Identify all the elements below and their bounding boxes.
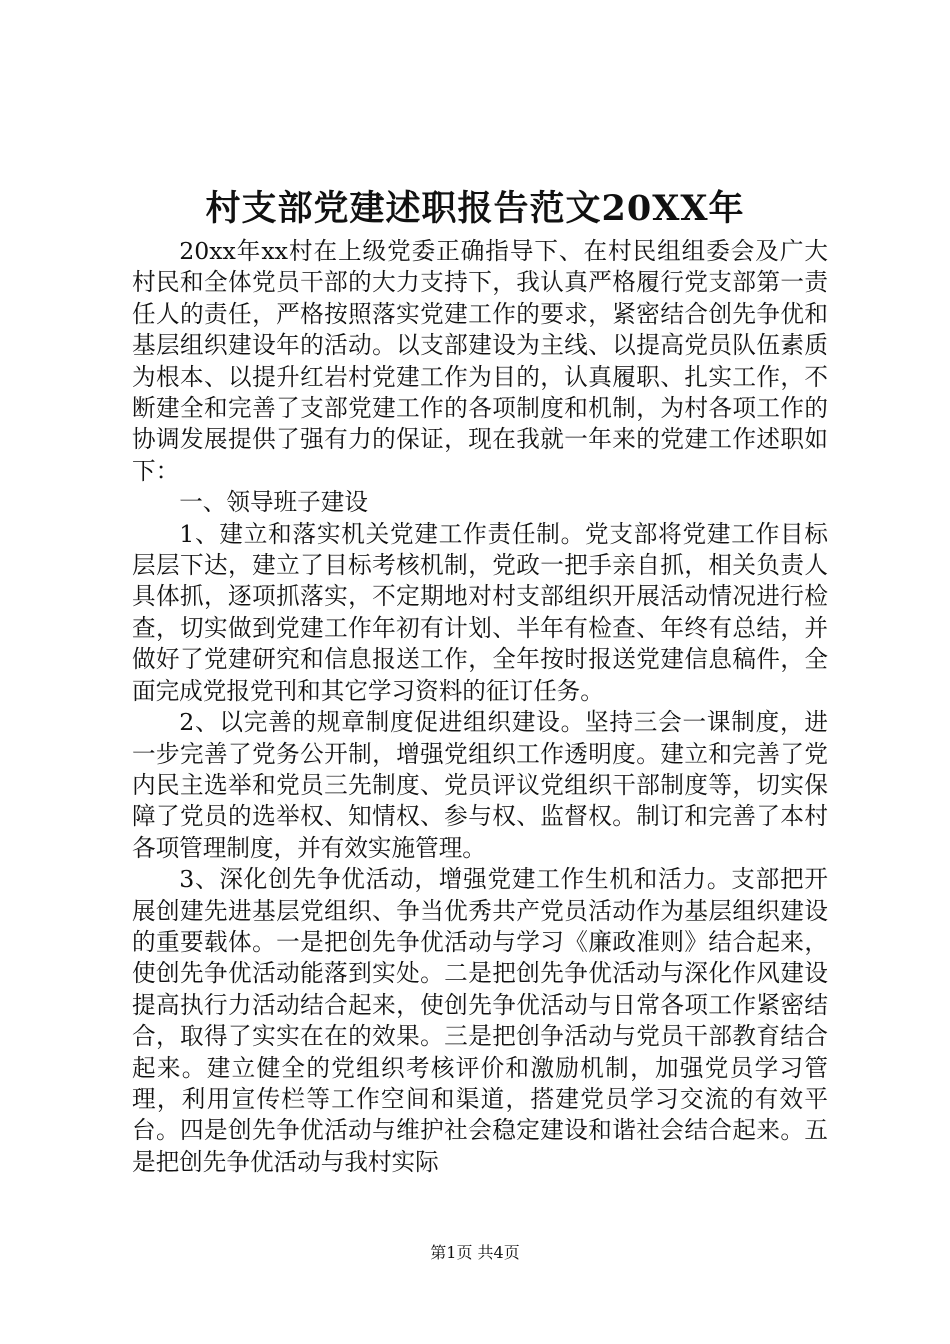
paragraph-item-2: 2、以完善的规章制度促进组织建设。坚持三会一课制度，进一步完善了党务公开制，增强党组织工作透明度。建立和完善了党内民主选举和党员三先制度、党员评议党组织干部制度等，切实保障了党员的选举权、知情权、参与权、监督权。制订和完善了本村各项管理制度，并有效实施管理。 xyxy=(132,708,828,862)
paragraph-item-3: 3、深化创先争优活动，增强党建工作生机和活力。支部把开展创建先进基层党组织、争当优秀共产党员活动作为基层组织建设的重要载体。一是把创先争优活动与学习《廉政准则》结合起来，使创先争优活动能落到实处。二是把创先争优活动与深化作风建设提高执行力活动结合起来，使创先争优活动与日常各项工作紧密结合，取得了实实在在的效果。三是把创争活动与党员干部教育结合起来。建立健全的党组织考核评价和激励机制，加强党员学习管理，利用宣传栏等工作空间和渠道，搭建党员学习交流的有效平台。四是创先争优活动与维护社会稳定建设和谐社会结合起来。五是把创先争优活动与我村实际 xyxy=(132,865,828,1176)
document-title: 村支部党建述职报告范文20XX年 xyxy=(205,188,745,229)
document-body xyxy=(132,236,828,1178)
page-footer: 第1页 共4页 xyxy=(430,1243,520,1262)
paragraph-item-1: 1、建立和落实机关党建工作责任制。党支部将党建工作目标层层下达，建立了目标考核机制，党政一把手亲自抓，相关负责人具体抓，逐项抓落实，不定期地对村支部组织开展活动情况进行检查，切实做到党建工作年初有计划、半年有检查、年终有总结，并做好了党建研究和信息报送工作，全年按时报送党建信息稿件，全面完成党报党刊和其它学习资料的征订任务。 xyxy=(132,519,828,705)
paragraph-intro: 20xx年xx村在上级党委正确指导下、在村民组组委会及广大村民和全体党员干部的大力支持下，我认真严格履行党支部第一责任人的责任，严格按照落实党建工作的要求，紧密结合创先争优和基层组织建设年的活动。以支部建设为主线、以提高党员队伍素质为根本、以提升红岩村党建工作为目的，认真履职、扎实工作，不断建全和完善了支部党建工作的各项制度和机制，为村各项工作的协调发展提供了强有力的保证，现在我就一年来的党建工作述职如下： xyxy=(132,237,828,485)
section-heading-leadership: 一、领导班子建设 xyxy=(179,488,368,517)
